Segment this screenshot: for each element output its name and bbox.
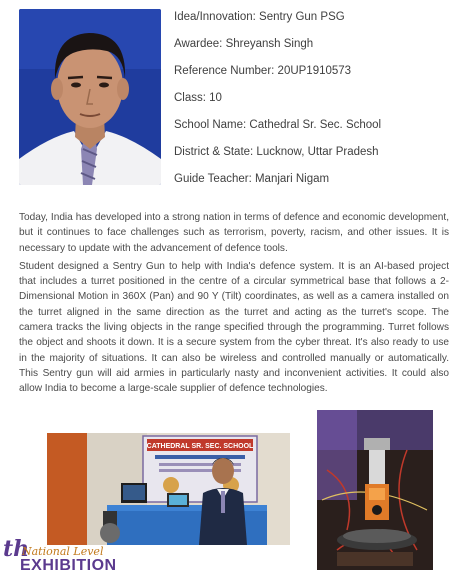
- class-label: Class: 10: [174, 92, 222, 104]
- project-description: [19, 210, 449, 397]
- guide-teacher-label: Guide Teacher: Manjari Nigam: [174, 173, 330, 185]
- district-state-label: District & State: Lucknow, Uttar Pradesh: [174, 146, 379, 158]
- badge-line2-text: EXHIBITION: [20, 557, 117, 574]
- sentry-gun-device-photo: [317, 410, 433, 570]
- idea-label: Idea/Innovation: Sentry Gun PSG: [174, 11, 345, 23]
- exhibition-stall-photo: [47, 433, 290, 545]
- badge-ordinal-text: th: [3, 536, 30, 562]
- reference-number-label: Reference Number: 20UP1910573: [174, 65, 352, 77]
- national-exhibition-logo: [0, 536, 117, 576]
- badge-line1-text: National Level: [22, 545, 104, 558]
- banner-title-text: CATHEDRAL SR. SEC. SCHOOL: [146, 443, 254, 450]
- description-paragraph-1: Today, India has developed into a strong nation in terms of defence and economic development, but it continues to face challenges such as terrorism, poverty, racism, and other issues. It is necessary to update with the advancement of defence tools.: [19, 212, 449, 254]
- student-portrait: [19, 9, 161, 185]
- description-paragraph-2: Student designed a Sentry Gun to help with India's defence system. It is an AI-based project that includes a turret positioned in the centre of a circular symmetrical base that follows a 2-Dimensional Motion in 360X (Pan) and 90 Y (Tilt) coordinates, as well as a camera installed on the turret aligned in the same direction as the turret and acting as the turret's scope. The camera tracks the living objects in the range specified through the programming. Turret follows the object and shoots it down. It is a secure system from the cyber threat. It's also ready to use in the majority of situations. It can also be wireless and controlled manually or automatically. This Sentry gun will aid armies in particularly nasty and inconvenient activities. It could also allow India to become a large-scale supplier of defence technologies.: [19, 260, 449, 395]
- awardee-label: Awardee: Shreyansh Singh: [174, 38, 314, 50]
- school-name-label: School Name: Cathedral Sr. Sec. School: [174, 119, 382, 131]
